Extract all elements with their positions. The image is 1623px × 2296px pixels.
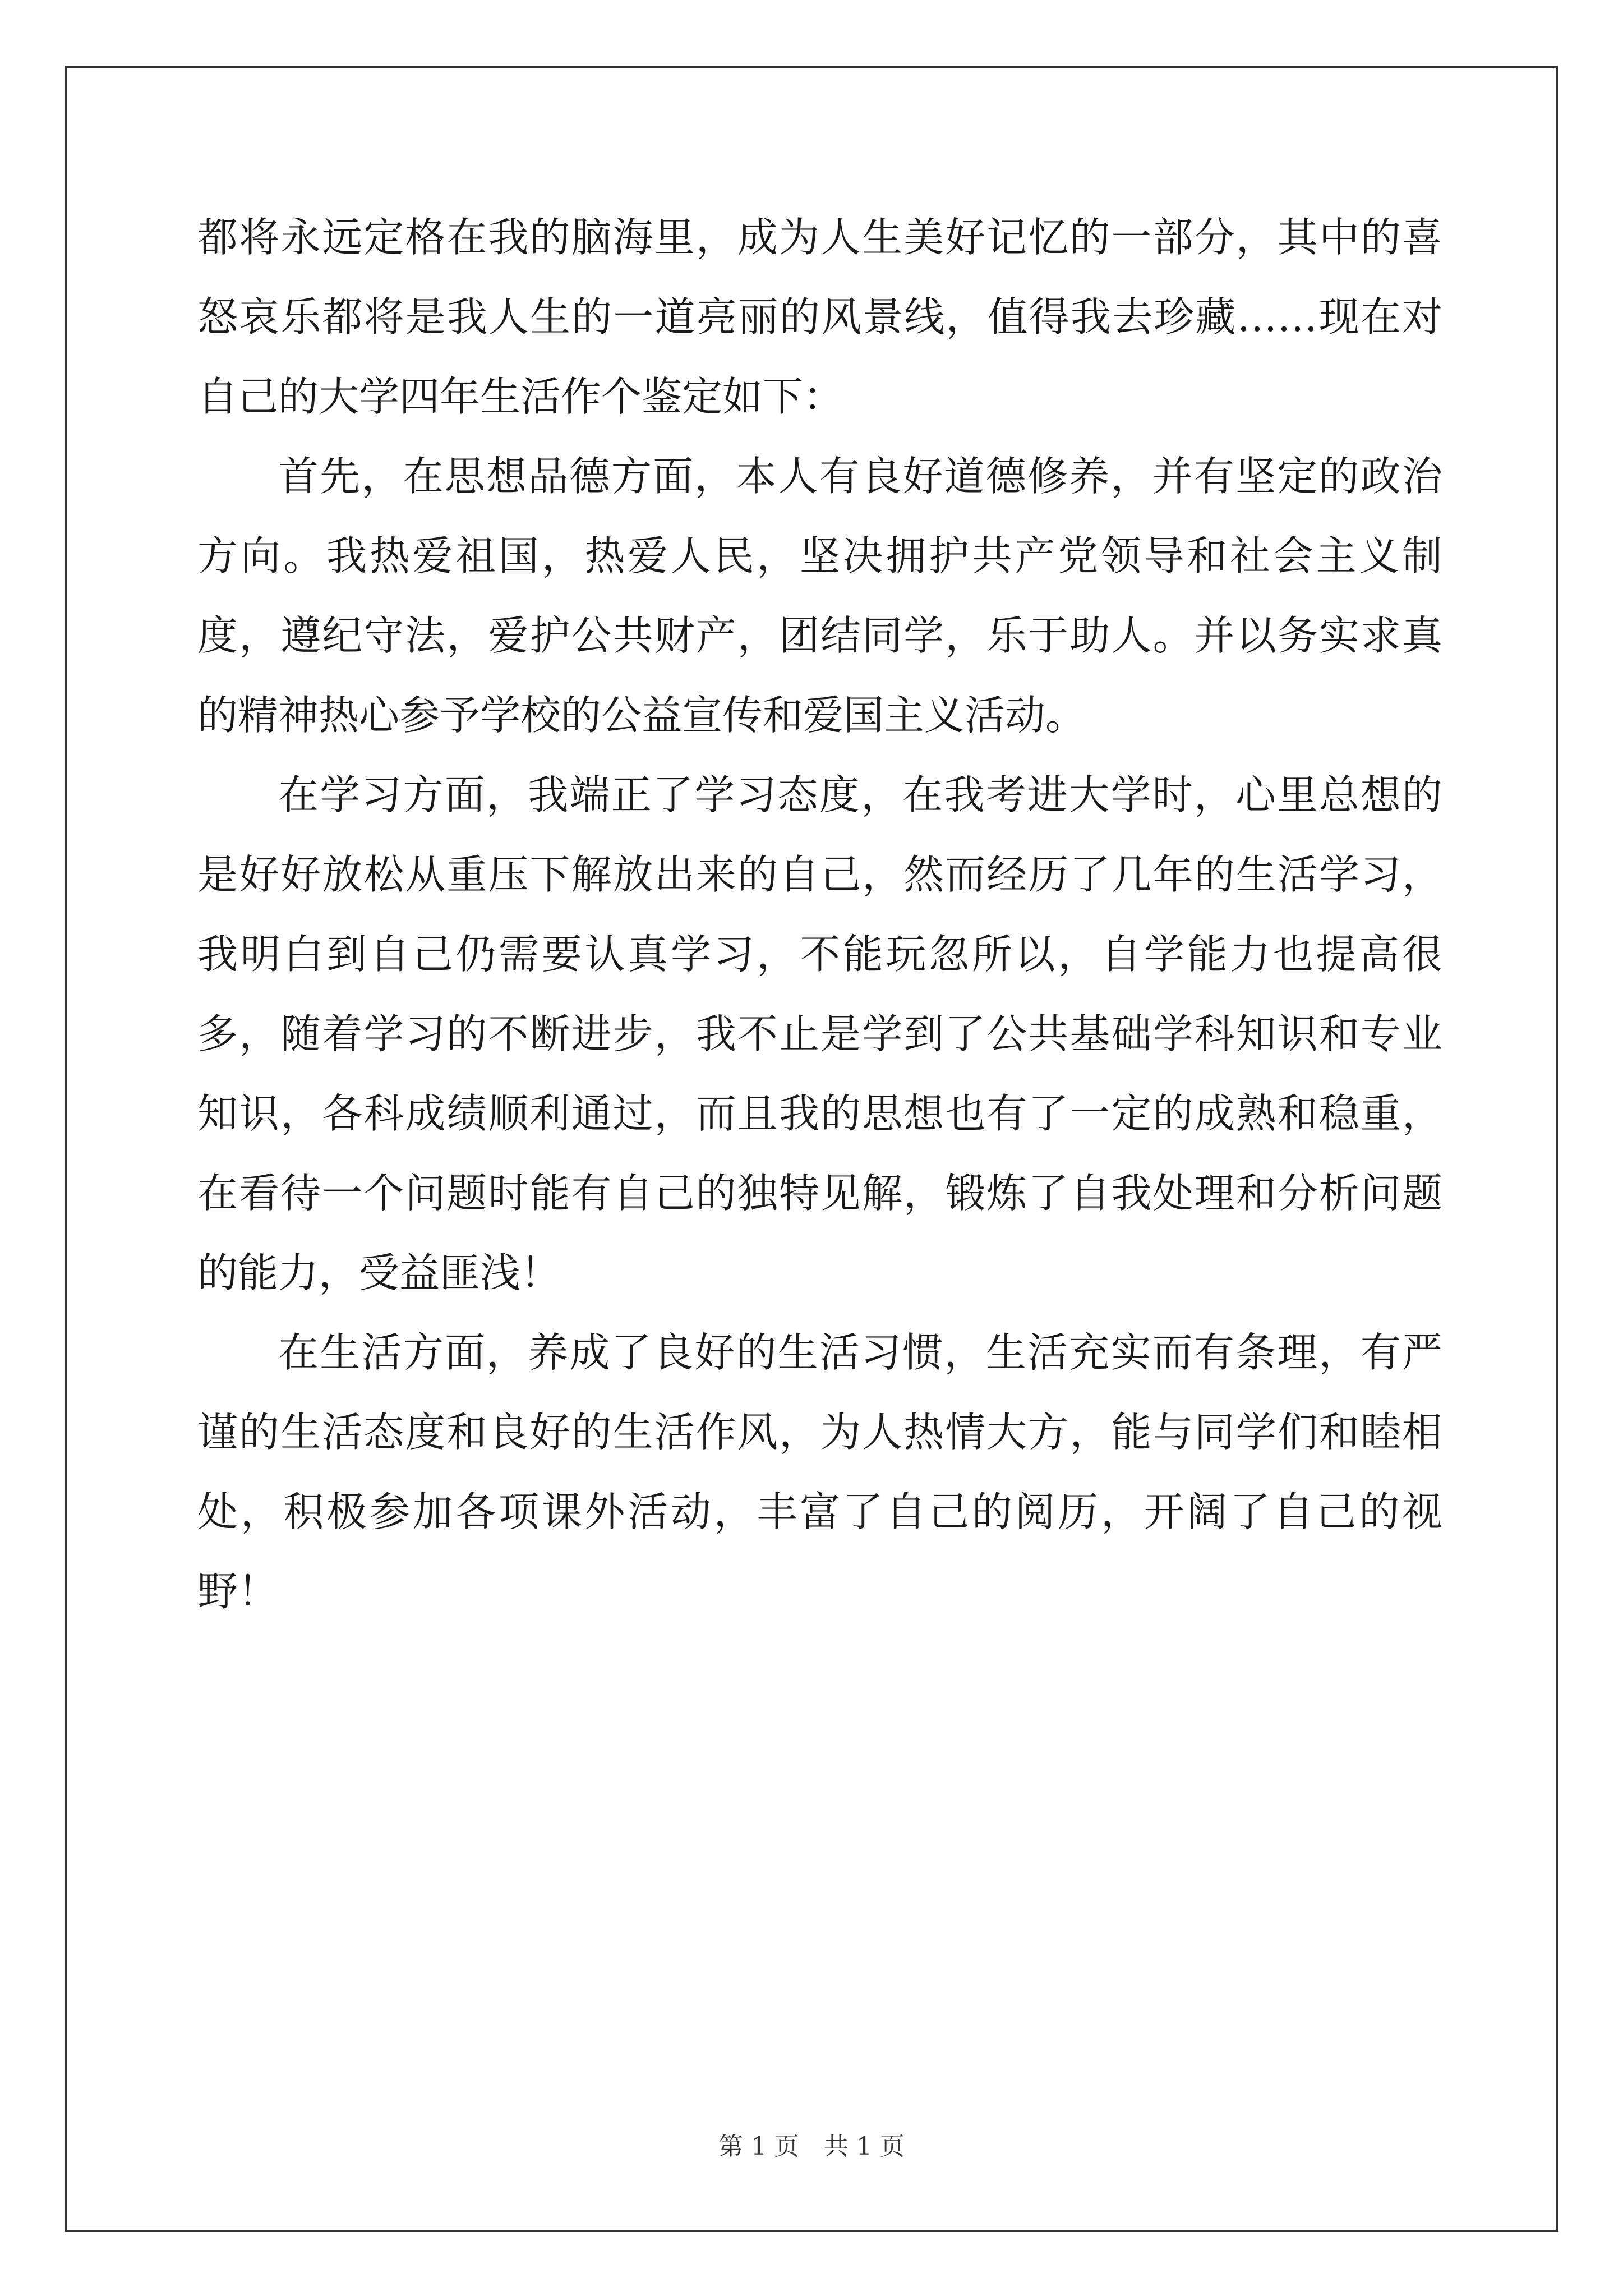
paragraph-intro-continuation: 都将永远定格在我的脑海里，成为人生美好记忆的一部分，其中的喜怒哀乐都将是我人生的一道亮丽的风景线，值得我去珍藏……现在对自己的大学四年生活作个鉴定如下：	[197, 214, 1442, 420]
paragraph-moral-character: 首先，在思想品德方面，本人有良好道德修养，并有坚定的政治方向。我热爱祖国，热爱人民，坚决拥护共产党领导和社会主义制度，遵纪守法，爱护公共财产，团结同学，乐于助人。并以务实求真的精神热心参予学校的公益宣传和爱国主义活动。	[197, 453, 1442, 739]
paragraph-life: 在生活方面，养成了良好的生活习惯，生活充实而有条理，有严谨的生活态度和良好的生活作风，为人热情大方，能与同学们和睦相处，积极参加各项课外活动，丰富了自己的阅历，开阔了自己的视野！	[197, 1329, 1442, 1615]
paragraph-study: 在学习方面，我端正了学习态度，在我考进大学时，心里总想的是好好放松从重压下解放出来的自己，然而经历了几年的生活学习，我明白到自己仍需要认真学习，不能玩忽所以，自学能力也提高很多，随着学习的不断进步，我不止是学到了公共基础学科知识和专业知识，各科成绩顺利通过，而且我的思想也有了一定的成熟和稳重，在看待一个问题时能有自己的独特见解，锻炼了自我处理和分析问题的能力，受益匪浅！	[197, 771, 1442, 1296]
page-number-footer: 第 1 页 共 1 页	[718, 2132, 905, 2161]
document-body	[197, 197, 1442, 1631]
